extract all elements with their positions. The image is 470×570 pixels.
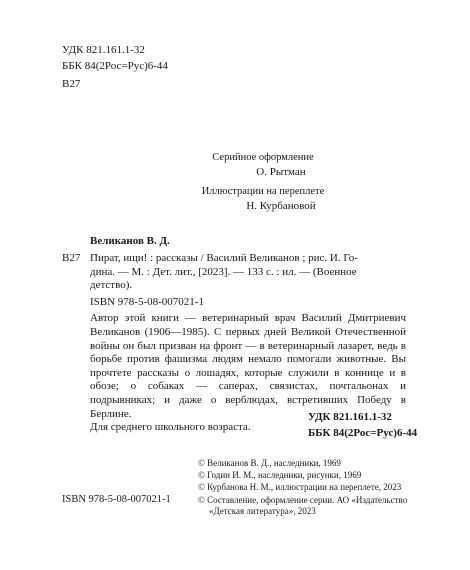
- cover-illustration-credit: [0, 184, 470, 214]
- entry-description-line: детство).: [90, 279, 133, 292]
- classification-codes-top: [62, 42, 168, 92]
- bbk-code: ББК 84(2Рос=Рус)6-44: [62, 60, 168, 72]
- entry-description-line: дина. — М. : Дет. лит., [2023]. — 133 с. : ил. — (Военное: [90, 265, 357, 278]
- copyright-line: © Курбанова Н. М., иллюстрации на переплете, 2023: [198, 482, 402, 493]
- series-design-credit: [0, 150, 470, 180]
- classification-codes-bottom: [308, 409, 417, 441]
- udk-code: УДК 821.161.1-32: [308, 411, 392, 423]
- entry-author-mark: В27: [62, 252, 81, 264]
- credit-role: Серийное оформление: [212, 152, 314, 163]
- entry-description-line: Пират, ищи! : рассказы / Василий Великанов ; рис. И. Го-: [90, 252, 358, 264]
- udk-code: УДК 821.161.1-32: [62, 44, 145, 56]
- entry-body: [90, 252, 406, 435]
- bbk-code: ББК 84(2Рос=Рус)6-44: [308, 427, 418, 439]
- credit-person: Н. Курбановой: [246, 200, 316, 212]
- entry-audience: Для среднего школьного возраста.: [90, 421, 251, 434]
- entry-abstract: Автор этой книги — ветеринарный врач Василий Дмитриевич Великанов (1906—1985). С первых дней Великой Отечественной войны он был призван на фронт — в ветеринарный лазарет, ведь в борьбе против фашизма людям немало помогали животные. Вы прочтете рассказы о лошадях, которые служили в коннице и в обозе; о собаках — саперах, связистах, почтальонах и подрывниках; и даже о верблюдах, встретивших Победу в Берлине.: [90, 312, 406, 420]
- copyright-line: © Составление, оформление серии. АО «Издательство «Детская литература», 2023: [198, 494, 408, 516]
- entry-isbn: ISBN 978-5-08-007021-1: [90, 295, 204, 308]
- credit-person: О. Рытман: [256, 166, 306, 178]
- copyright-line: © Великанов В. Д., наследники, 1969: [198, 458, 341, 468]
- author-mark: В27: [62, 78, 81, 90]
- copyright-block: [198, 458, 418, 517]
- isbn-footer: ISBN 978-5-08-007021-1: [62, 494, 171, 505]
- copyright-line: © Годин И. М., наследники, рисунки, 1969: [198, 470, 362, 481]
- credit-role: Иллюстрации на переплете: [201, 186, 325, 197]
- entry-heading: Великанов В. Д.: [90, 235, 170, 247]
